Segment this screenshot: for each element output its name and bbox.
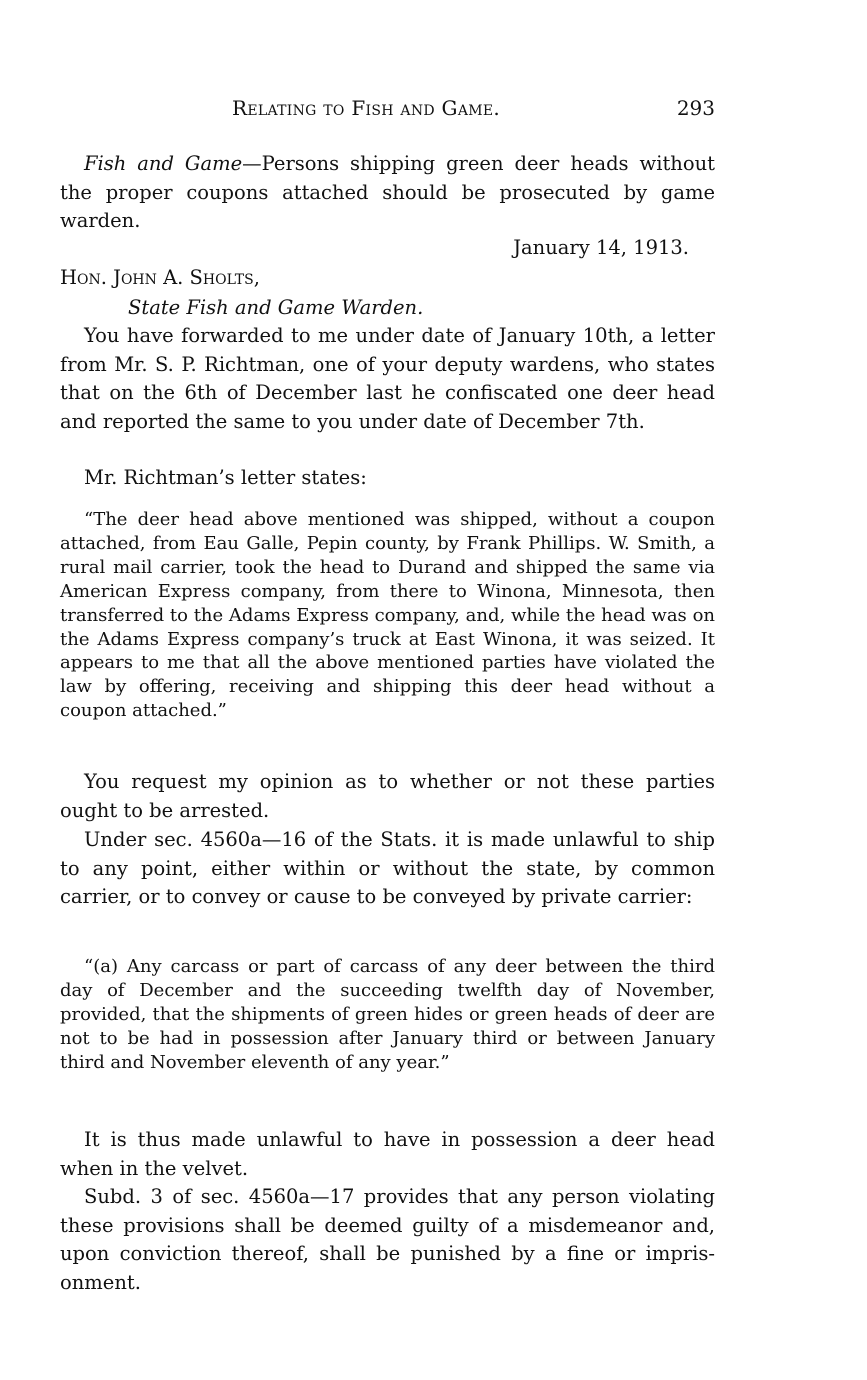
running-title: Relating to Fish and Game.: [232, 96, 501, 120]
page-number: 293: [676, 96, 715, 120]
block-quote: “(a) Any carcass or part of carcass of any deer between the third day of December and the succeeding twelfth day of November, provided, that the shipments of green hides or green heads of deer are not to be had in possession after January third or between January third and November eleventh of any year.”: [60, 956, 715, 1073]
paragraph: Mr. Richtman’s letter states:: [84, 466, 367, 489]
addressee-name: Hon. John A. Sholts,: [60, 266, 260, 289]
addressee-title: State Fish and Game Warden.: [128, 296, 424, 319]
running-header: [60, 96, 715, 126]
paragraph: It is thus made unlawful to have in possession a deer head when in the velvet.: [60, 1128, 715, 1180]
syllabus-subject: Fish and Game: [84, 152, 243, 175]
paragraph: You have forwarded to me under date of January 10th, a letter from Mr. S. P. Richtman, one of your deputy wardens, who states that on the 6th of December last he confiscated one deer head and reported the same to you under date of December 7th.: [60, 324, 715, 433]
paragraph: Under sec. 4560a—16 of the Stats. it is made unlawful to ship to any point, either within or without the state, by common carrier, or to convey or cause to be conveyed by private carrier:: [60, 828, 715, 908]
block-quote: “The deer head above mentioned was shipped, without a coupon attached, from Eau Galle, Pepin county, by Frank Phillips. W. Smith, a rural mail carrier, took the head to Durand and shipped the same via American Express company, from there to Winona, Minnesota, then transferred to the Adams Express company, and, while the head was on the Adams Express company’s truck at East Winona, it was seized. It appears to me that all the above mentioned parties have violated the law by offering, receiving and shipping this deer head without a coupon attached.”: [60, 509, 715, 722]
paragraph: Subd. 3 of sec. 4560a—17 provides that any person violating these provisions shall be deemed guilty of a misdemeanor and, upon conviction thereof, shall be punished by a fine or imprisonment.: [60, 1185, 715, 1294]
letter-date: January 14, 1913.: [513, 236, 689, 259]
paragraph: You request my opinion as to whether or not these parties ought to be arrested.: [60, 770, 715, 822]
syllabus: [60, 150, 715, 236]
syllabus-text: —Persons shipping green deer heads without the proper coupons attached should be prosecuted by game warden.: [60, 152, 715, 232]
